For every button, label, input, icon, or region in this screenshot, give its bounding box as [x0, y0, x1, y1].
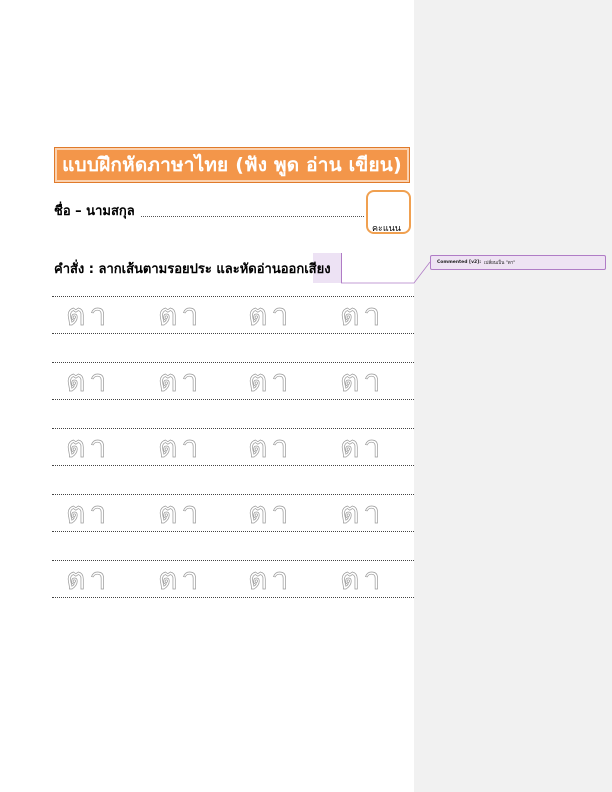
guide-line-top: [52, 296, 414, 297]
guide-line-bottom: [52, 465, 414, 466]
tracing-row: [52, 362, 414, 428]
trace-word: ตา: [66, 364, 111, 399]
trace-word: ตา: [248, 298, 293, 333]
guide-line-bottom: [52, 399, 414, 400]
trace-word: ตา: [158, 562, 203, 597]
trace-word: ตา: [158, 364, 203, 399]
trace-word: ตา: [158, 430, 203, 465]
comment-author: Commented [v2]:: [437, 260, 481, 265]
trace-word: ตา: [248, 430, 293, 465]
guide-line-bottom: [52, 333, 414, 334]
tracing-area: [52, 296, 414, 626]
trace-word: ตา: [340, 298, 385, 333]
guide-line-top: [52, 362, 414, 363]
trace-word: ตา: [340, 562, 385, 597]
trace-word: ตา: [66, 298, 111, 333]
guide-line-bottom: [52, 597, 414, 598]
guide-line-top: [52, 494, 414, 495]
name-fill-line[interactable]: [141, 215, 364, 217]
tracing-row: [52, 494, 414, 560]
trace-word: ตา: [340, 430, 385, 465]
comments-pane: [414, 0, 612, 792]
trace-word: ตา: [248, 562, 293, 597]
trace-word: ตา: [66, 562, 111, 597]
score-label: คะแนน: [372, 224, 401, 234]
trace-word: ตา: [340, 364, 385, 399]
comment-text: เปลี่ยนเป็น "ตา": [484, 261, 516, 266]
trace-word: ตา: [66, 496, 111, 531]
title-banner: [54, 147, 410, 183]
trace-word: ตา: [248, 364, 293, 399]
trace-word: ตา: [248, 496, 293, 531]
tracing-row: [52, 560, 414, 626]
comment-balloon[interactable]: [430, 255, 606, 270]
name-label: ชื่อ – นามสกุล: [54, 204, 135, 219]
instruction-text: คำสั่ง : ลากเส้นตามรอยประ และหัดอ่านออกเสียง: [54, 262, 331, 277]
name-row: [54, 201, 364, 221]
guide-line-bottom: [52, 531, 414, 532]
trace-word: ตา: [340, 496, 385, 531]
tracing-row: [52, 296, 414, 362]
guide-line-top: [52, 428, 414, 429]
tracing-row: [52, 428, 414, 494]
worksheet-title: แบบฝึกหัดภาษาไทย (ฟัง พูด อ่าน เขียน): [62, 154, 402, 176]
guide-line-top: [52, 560, 414, 561]
trace-word: ตา: [66, 430, 111, 465]
comment-anchor: [341, 253, 342, 283]
trace-word: ตา: [158, 496, 203, 531]
trace-word: ตา: [158, 298, 203, 333]
